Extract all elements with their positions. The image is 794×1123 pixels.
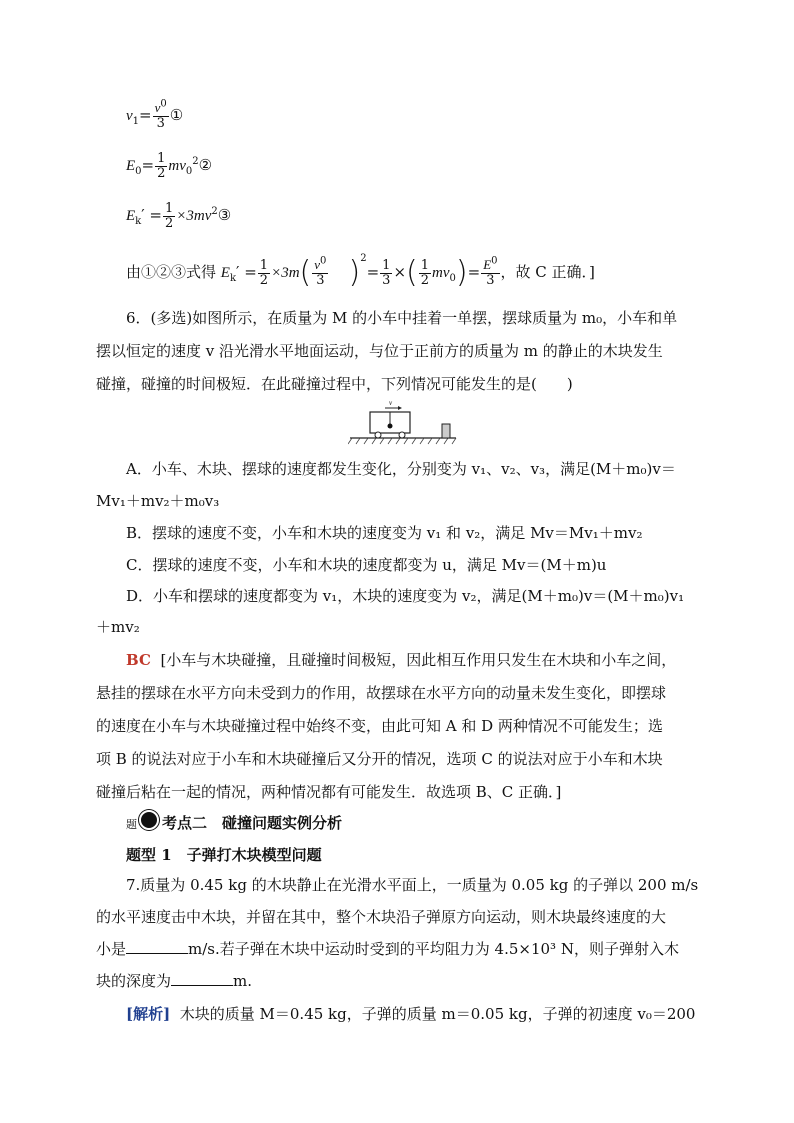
answer-blank-1[interactable]: [126, 939, 188, 954]
answer-line-3: 的速度在小车与木块碰撞过程中始终不变，由此可知 A 和 D 两种情况不可能发生；选: [96, 717, 663, 735]
eq4-right-paren-2: ): [455, 255, 468, 290]
eq4-f5-num: E: [483, 257, 492, 272]
option-a-line-2: Mv₁＋mv₂＋m₀v₃: [96, 492, 220, 510]
eq3-lhs-sub: k: [135, 216, 142, 227]
eq4-f2-num: v: [314, 257, 321, 272]
eq4-part3: =: [366, 263, 380, 281]
q7-line-1: 7.质量为 0.45 kg 的木块静止在光滑水平面上，一质量为 0.05 kg 的子弹以 200 m/s: [126, 876, 699, 894]
eq3-prime: ′: [141, 206, 145, 224]
option-c: C．摆球的速度不变，小车和木块的速度都变为 u，满足 Mv＝(M＋m)u: [126, 556, 607, 574]
answer-blank-2[interactable]: [171, 971, 233, 986]
eq4-frac1: [258, 259, 270, 288]
eq2-eq: =: [141, 156, 155, 174]
eq2-mark: ②: [198, 156, 213, 174]
pendulum-bob: [388, 424, 393, 429]
option-d-line-2: ＋mv₂: [96, 618, 140, 636]
eq4-left-paren-2: (: [406, 255, 418, 290]
section-heading: [126, 808, 342, 840]
eq1-lhs-sub: 1: [132, 116, 140, 127]
eq2-fraction: [155, 152, 167, 181]
option-d-line-1: D．小车和摆球的速度都变为 v₁，木块的速度变为 v₂，满足(M＋m₀)v＝(M＋m₀)v₁: [126, 587, 685, 605]
eq4-frac4: [419, 259, 431, 288]
option-b: B．摆球的速度不变，小车和木块的速度变为 v₁ 和 v₂，满足 Mv＝Mv₁＋mv₂: [126, 524, 643, 542]
eq3-lhs: E: [126, 208, 136, 224]
eq4-part4: ×: [393, 263, 407, 281]
answer-line-1: [126, 645, 676, 675]
eq2-num: 1: [157, 150, 166, 166]
eq4-left-paren: (: [299, 255, 312, 290]
eq1-fraction: [153, 98, 169, 131]
q7-line-4-end: m.: [233, 972, 253, 990]
eq4-part6: =: [467, 263, 481, 281]
equation-4: [126, 253, 595, 290]
velocity-label: v: [389, 399, 393, 407]
answer-line-5: 碰撞后粘在一起的情况，两种情况都有可能发生．故选项 B、C 正确．]: [96, 783, 562, 801]
eq4-prefix: 由①②③式得: [126, 263, 217, 281]
q7-line-3: [96, 934, 679, 964]
eq4-part1: =: [244, 263, 257, 281]
section-bullet-icon: [139, 810, 159, 830]
eq4-f5-den: 3: [486, 273, 495, 288]
q7-line-4: [96, 966, 252, 996]
q7-line-3-end: m/s.若子弹在木块中运动时受到的平均阻力为 4.5×10³ N，则子弹射入木: [188, 940, 679, 958]
equation-2: [126, 150, 212, 181]
eq4-suffix: ，故 C 正确．]: [500, 263, 595, 281]
eq2-den: 2: [157, 165, 166, 181]
eq1-den: 3: [156, 116, 165, 131]
cart-wheel-right: [399, 432, 405, 438]
eq1-lhs: v: [126, 108, 133, 124]
q6-line-3: 碰撞，碰撞的时间极短．在此碰撞过程中，下列情况可能发生的是( ): [96, 375, 573, 393]
answer-text-1: [小车与木块碰撞，且碰撞时间极短，因此相互作用只发生在木块和小车之间，: [160, 651, 677, 669]
answer-line-4: 项 B 的说法对应于小车和木块碰撞后又分开的情况，选项 C 的说法对应于小车和木块: [96, 750, 663, 768]
q6-line-1: 6．(多选)如图所示，在质量为 M 的小车中挂着一单摆，摆球质量为 m₀，小车和单: [126, 309, 678, 327]
q7-line-3-start: 小是: [96, 940, 127, 958]
q7-line-4-start: 块的深度为: [96, 972, 172, 990]
section-prefix: 题: [126, 818, 137, 831]
eq4-f1-den: 2: [259, 272, 269, 288]
eq2-lhs-sub: 0: [135, 166, 142, 177]
eq3-num: 1: [165, 200, 174, 216]
section-title: 考点二 碰撞问题实例分析: [162, 814, 343, 832]
eq4-ek: E: [220, 265, 230, 281]
eq4-f4-num: 1: [420, 257, 430, 273]
equation-1: [126, 100, 183, 131]
eq3-rhs: ×3mv: [176, 208, 212, 224]
eq4-part5-sup: 0: [449, 273, 456, 284]
eq3-rhs-pow: 2: [211, 206, 218, 217]
eq3-fraction: [163, 202, 175, 231]
ground-hatching: [348, 438, 456, 444]
eq2-lhs: E: [126, 158, 136, 174]
option-a-line-1: A．小车、木块、摆球的速度都发生变化，分别变为 v₁、v₂、v₃，满足(M＋m₀)v＝: [126, 460, 676, 478]
eq2-rhs-pow: 2: [192, 156, 199, 167]
wooden-block: [442, 424, 450, 438]
eq4-f4-den: 2: [420, 272, 430, 288]
type-heading: 题型 1 子弹打木块模型问题: [126, 846, 322, 864]
eq4-right-paren: ): [348, 255, 361, 290]
eq4-ek-sub: k: [229, 273, 237, 284]
eq4-f2-num-sup: 0: [320, 255, 327, 267]
eq4-ek-prime: ′: [236, 263, 240, 281]
cart-diagram: [348, 398, 458, 446]
eq1-num: v: [154, 100, 161, 115]
velocity-arrowhead: [398, 406, 402, 410]
eq4-f5-num-sup: 0: [491, 255, 498, 267]
eq4-frac3: [380, 259, 392, 288]
cart-pendulum-figure: [348, 398, 458, 446]
eq2-rhs-sub: 0: [185, 166, 193, 177]
eq4-f2-den: 3: [316, 273, 325, 288]
q6-line-2: 摆以恒定的速度 v 沿光滑水平地面运动，与位于正前方的质量为 m 的静止的木块发生: [96, 342, 663, 360]
eq4-part2: ×3m: [271, 265, 300, 281]
eq4-frac2: [312, 255, 328, 288]
answer-line-2: 悬挂的摆球在水平方向未受到力的作用，故摆球在水平方向的动量未发生变化，即摆球: [96, 684, 667, 702]
eq3-mark: ③: [217, 206, 232, 224]
analysis-line: [126, 999, 695, 1029]
equation-3: [126, 200, 231, 231]
eq3-eq: =: [149, 206, 162, 224]
eq2-rhs: mv: [168, 158, 186, 174]
eq4-f3-den: 3: [382, 272, 391, 288]
analysis-tag: [解析]: [126, 1005, 171, 1023]
eq1-mark: ①: [169, 106, 184, 124]
eq4-part5: mv: [432, 265, 450, 281]
q7-line-2: 的水平速度击中木块，并留在其中，整个木块沿子弹原方向运动，则木块最终速度的大: [96, 908, 667, 926]
eq4-f3-num: 1: [382, 257, 391, 273]
cart-wheel-left: [375, 432, 381, 438]
answer-key: BC: [126, 651, 151, 669]
eq3-den: 2: [165, 215, 174, 231]
eq4-pow: 2: [360, 253, 367, 264]
analysis-text: 木块的质量 M＝0.45 kg，子弹的质量 m＝0.05 kg，子弹的初速度 v₀＝200: [179, 1005, 696, 1023]
eq4-frac5: [481, 255, 499, 288]
eq1-num-sup: 0: [160, 98, 167, 110]
eq1-eq: =: [139, 106, 152, 124]
eq4-f1-num: 1: [259, 257, 269, 273]
